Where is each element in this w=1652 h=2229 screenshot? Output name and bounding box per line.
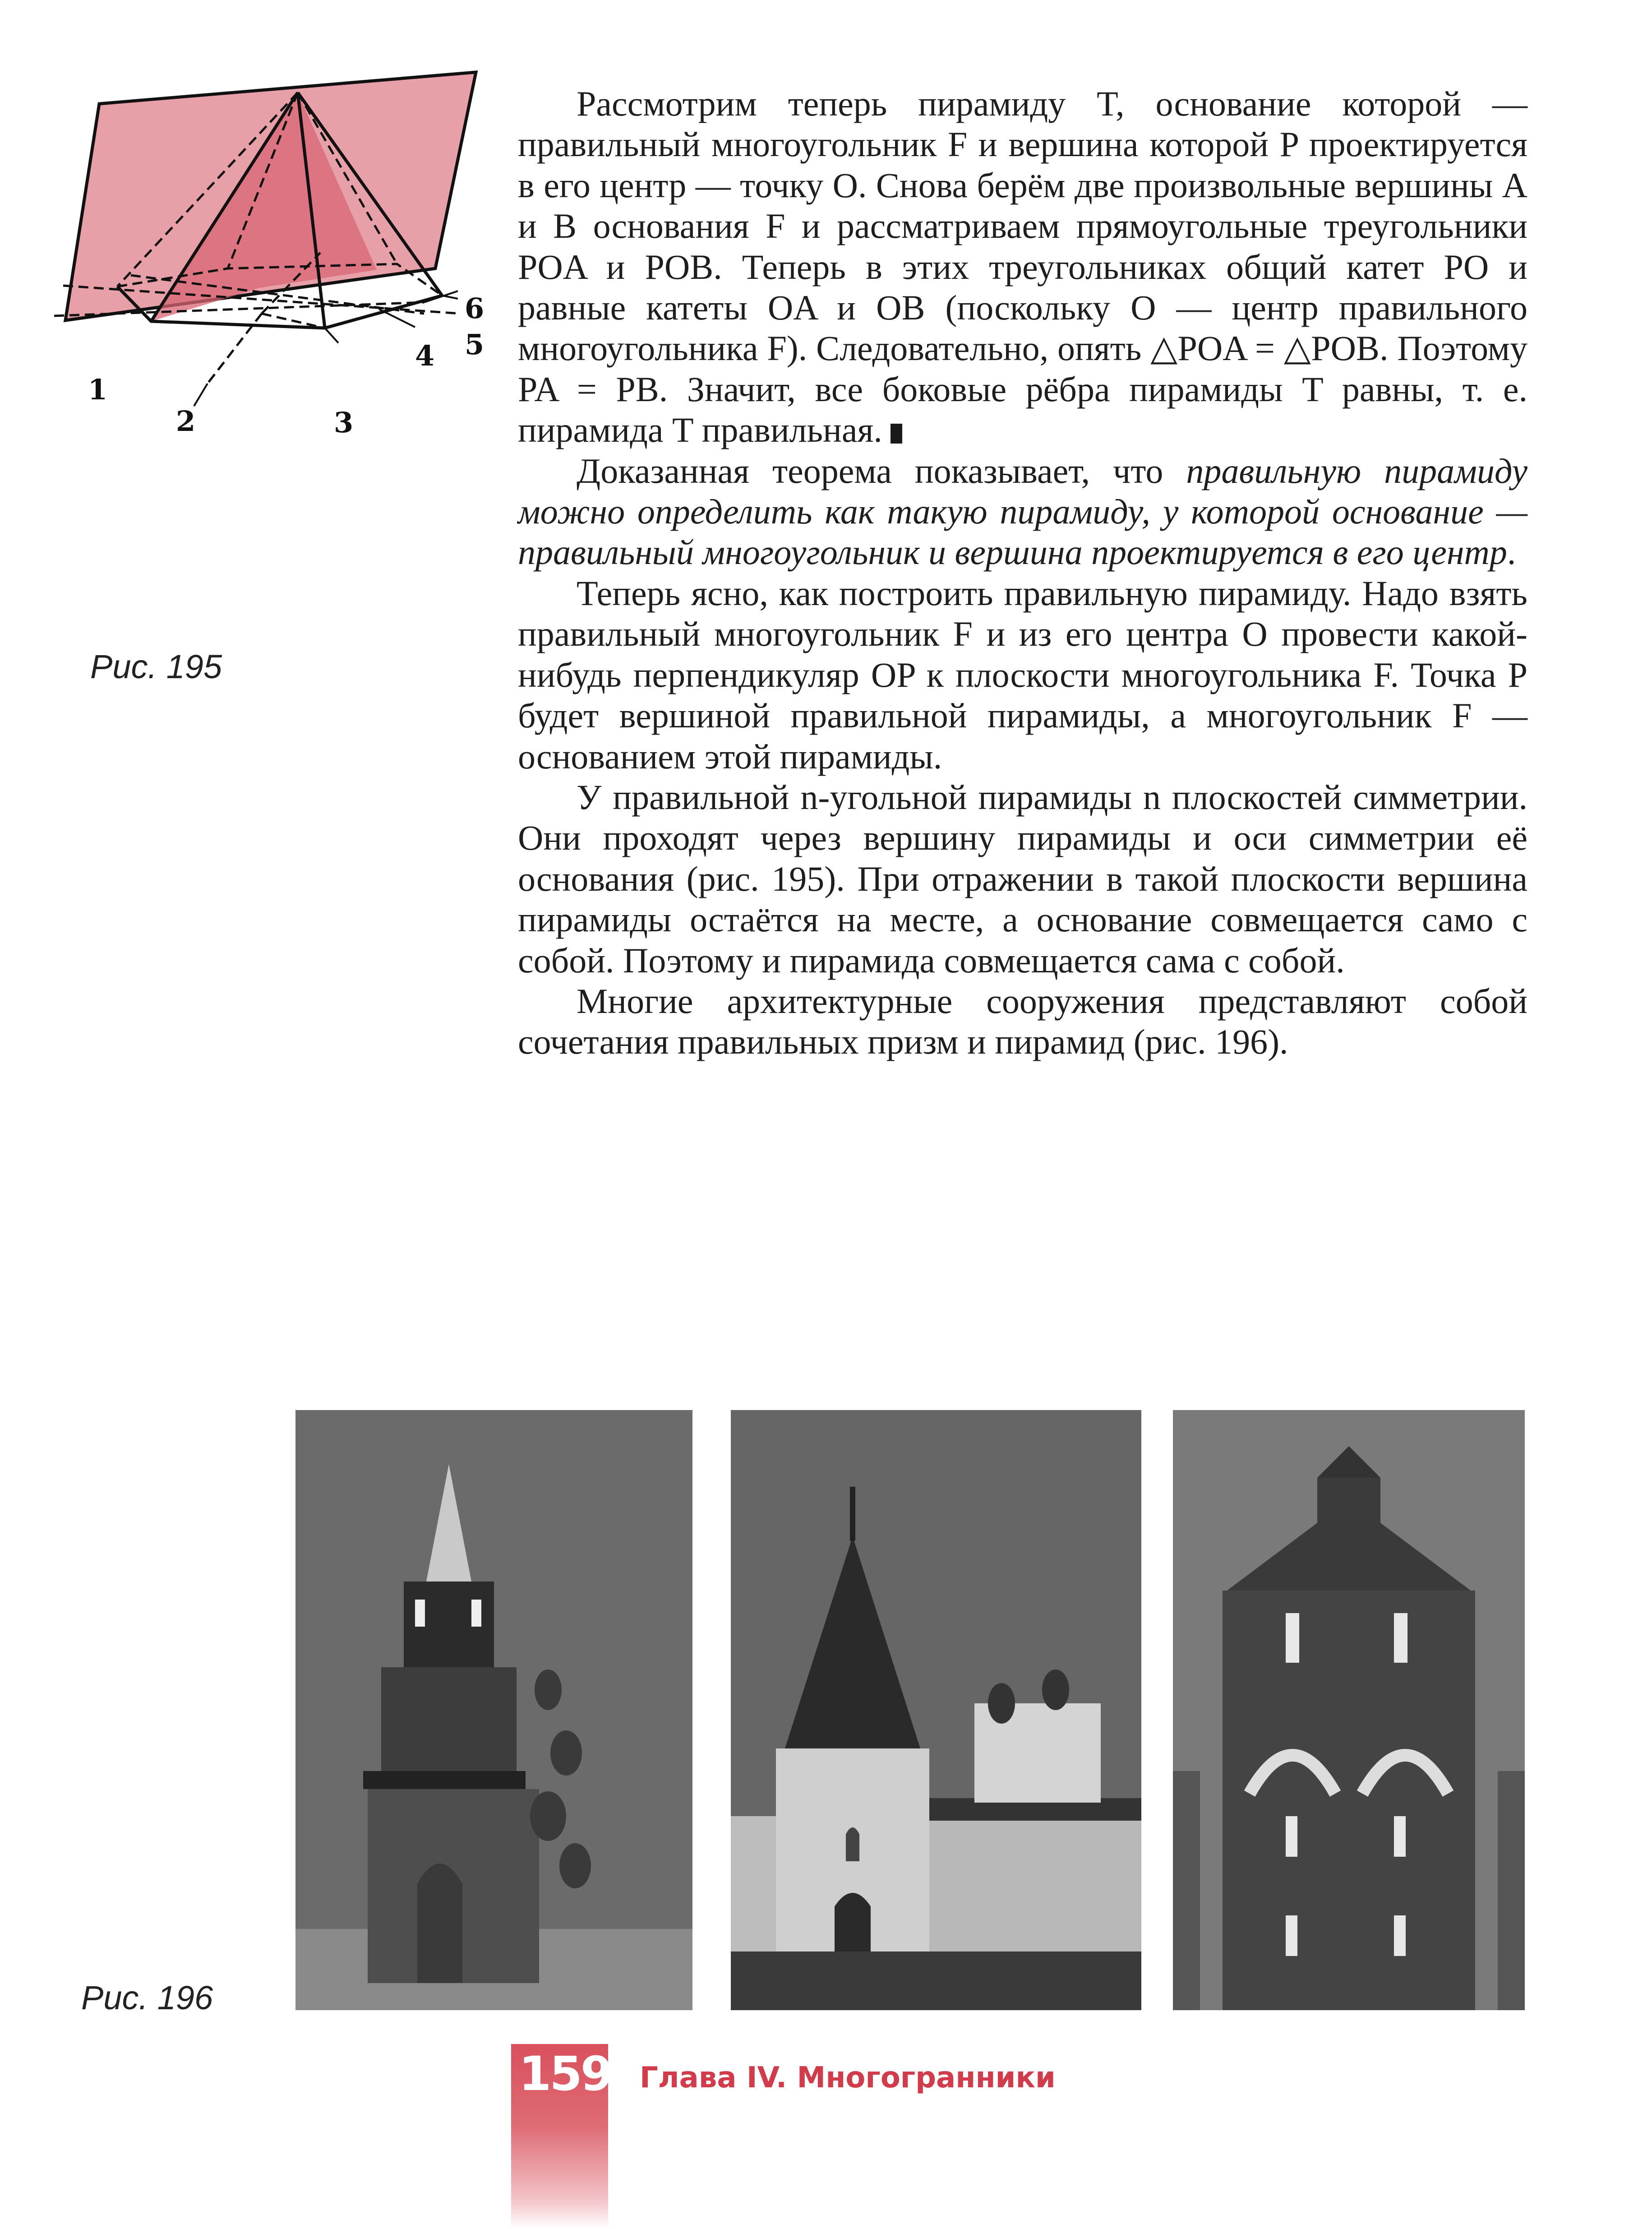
axis-label-5: 5 <box>465 328 485 361</box>
qed-square-icon <box>891 424 902 444</box>
axis-label-1: 1 <box>88 373 108 406</box>
photo-kremlin-tower <box>731 1410 1141 2010</box>
paragraph-architecture: Многие архитектурные сооружения представляют собой сочетания правильных призм и пирамид (рис. 196). <box>518 981 1527 1062</box>
photo-wooden-church <box>295 1410 692 2010</box>
axis-label-6: 6 <box>465 292 485 325</box>
axis-label-4: 4 <box>415 339 435 372</box>
figure-195-caption: Рис. 195 <box>90 648 222 685</box>
paragraph-symmetry: У правильной n-угольной пирамиды n плоскостей симметрии. Они проходят через вершину пирамиды и оси симметрии её основания (рис. 195). При отражении в такой плоскости вершина пирамиды остаётся на месте, а основание совмещается само с собой. Поэтому и пирамида совмещается сама с собой. <box>518 777 1527 980</box>
paragraph-definition: Доказанная теорема показывает, что правильную пирамиду можно определить как такую пирамиду, у которой основание — правильный многоугольник и вершина проектируется в его центр. <box>518 451 1527 572</box>
paragraph-construction: Теперь ясно, как построить правильную пирамиду. Надо взять правильный многоугольник F и из его центра O провести какой-нибудь перпендикуляр OP к плоскости многоугольника F. Точка P будет вершиной правильной пирамиды, а многоугольник F — основанием этой пирамиды. <box>518 573 1527 776</box>
paragraph-proof: Рассмотрим теперь пирамиду T, основание которой — правильный многоугольник F и вершина которой P проектируется в его центр — точку O. Снова берём две произвольные вершины A и B основания F и рассматриваем прямоугольные треугольники POA и POB. Теперь в этих треугольниках общий катет PO и равные катеты OA и OB (поскольку O — центр правильного многоугольника F). Следовательно, опять △POA = △POB. Поэтому PA = PB. Значит, все боковые рёбра пирамиды T равны, т. е. пирамида T правильная. <box>518 84 1527 450</box>
pyramid-symmetry-diagram <box>45 68 519 609</box>
figure-195 <box>45 68 519 654</box>
chapter-title: Глава IV. Многогранники <box>640 2061 1056 2095</box>
photo-water-tower <box>1173 1410 1525 2010</box>
axis-label-3: 3 <box>334 406 354 439</box>
page-number: 159 <box>519 2046 612 2101</box>
body-text <box>518 83 1527 1063</box>
axis-label-2: 2 <box>176 405 196 438</box>
figure-196-caption: Рис. 196 <box>81 1979 213 2016</box>
